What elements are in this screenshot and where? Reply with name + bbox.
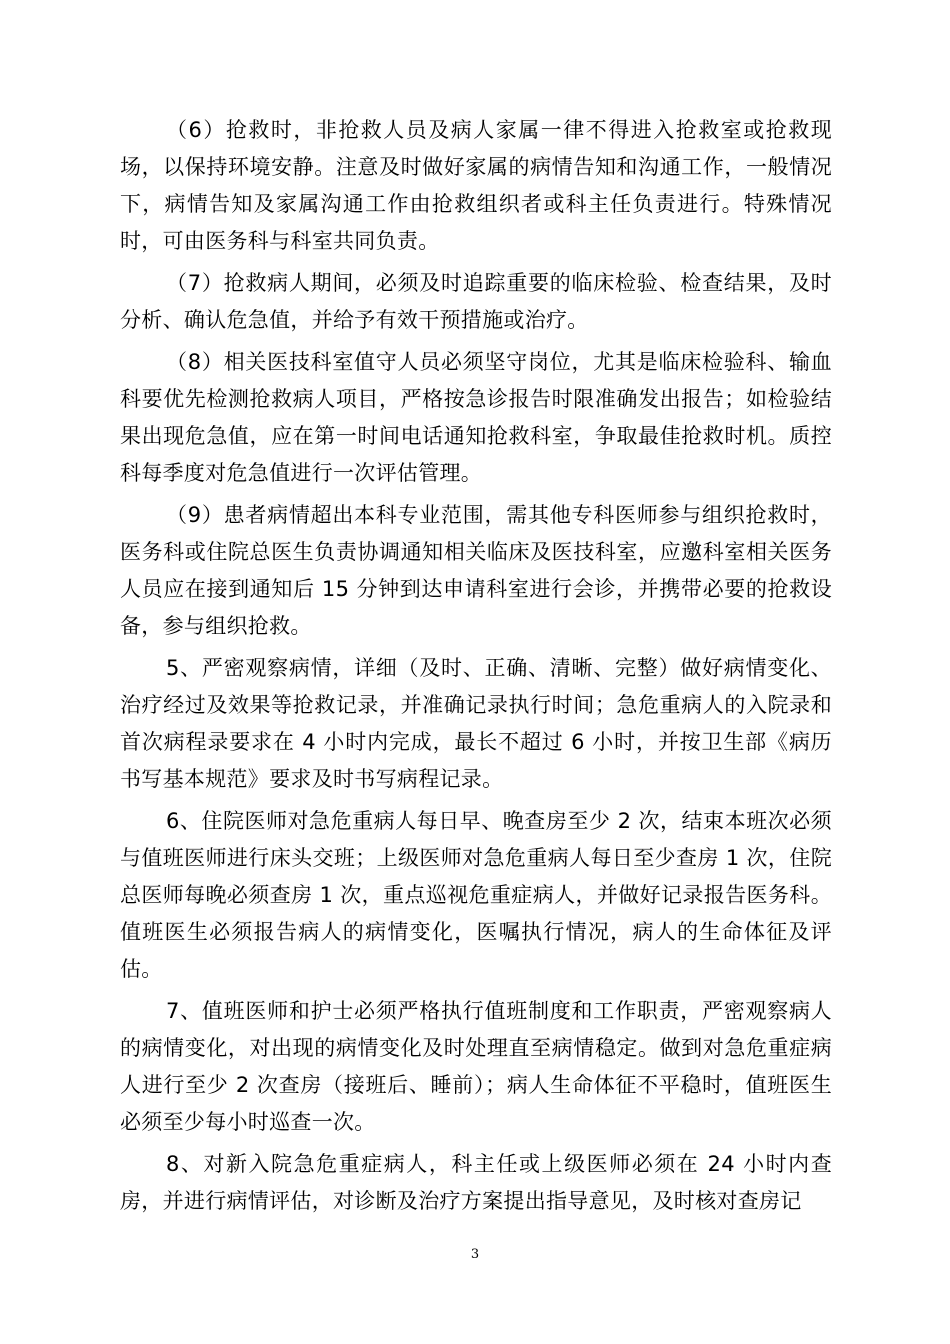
paragraph-item-6: 6、住院医师对急危重病人每日早、晚查房至少 2 次，结束本班次必须与值班医师进行床头交班；上级医师对急危重病人每日至少查房 1 次，住院总医师每晚必须查房 1 次，重点巡视危重症病人，并做好记录报告医务科。值班医生必须报告病人的病情变化，医嘱执行情况，病人的生命体征及评估。 [120, 809, 832, 981]
paragraph-rescue-8: （8）相关医技科室值守人员必须坚守岗位，尤其是临床检验科、输血科要优先检测抢救病人项目，严格按急诊报告时限准确发出报告；如检验结果出现危急值，应在第一时间电话通知抢救科室，争取最佳抢救时机。质控科每季度对危急值进行一次评估管理。 [120, 350, 832, 485]
paragraph-rescue-9: （9）患者病情超出本科专业范围，需其他专科医师参与组织抢救时，医务科或住院总医生负责协调通知相关临床及医技科室，应邀科室相关医务人员应在接到通知后 15 分钟到达申请科室进行会诊，并携带必要的抢救设备，参与组织抢救。 [120, 503, 832, 638]
document-body [120, 112, 832, 1225]
paragraph-rescue-6: （6）抢救时，非抢救人员及病人家属一律不得进入抢救室或抢救现场，以保持环境安静。注意及时做好家属的病情告知和沟通工作，一般情况下，病情告知及家属沟通工作由抢救组织者或科主任负责进行。特殊情况时，可由医务科与科室共同负责。 [120, 118, 832, 253]
page-number: 3 [470, 1247, 480, 1262]
paragraph-rescue-7: （7）抢救病人期间，必须及时追踪重要的临床检验、检查结果，及时分析、确认危急值，并给予有效干预措施或治疗。 [120, 271, 832, 332]
paragraph-item-7: 7、值班医师和护士必须严格执行值班制度和工作职责，严密观察病人的病情变化，对出现的病情变化及时处理直至病情稳定。做到对急危重症病人进行至少 2 次查房（接班后、睡前）；病人生命体征不平稳时，值班医生必须至少每小时巡查一次。 [120, 999, 832, 1134]
paragraph-item-5: 5、严密观察病情，详细（及时、正确、清晰、完整）做好病情变化、治疗经过及效果等抢救记录，并准确记录执行时间；急危重病人的入院录和首次病程录要求在 4 小时内完成，最长不超过 6 小时，并按卫生部《病历书写基本规范》要求及时书写病程记录。 [120, 656, 832, 791]
paragraph-item-8: 8、对新入院急危重症病人，科主任或上级医师必须在 24 小时内查房，并进行病情评估，对诊断及治疗方案提出指导意见，及时核对查房记 [120, 1152, 832, 1213]
